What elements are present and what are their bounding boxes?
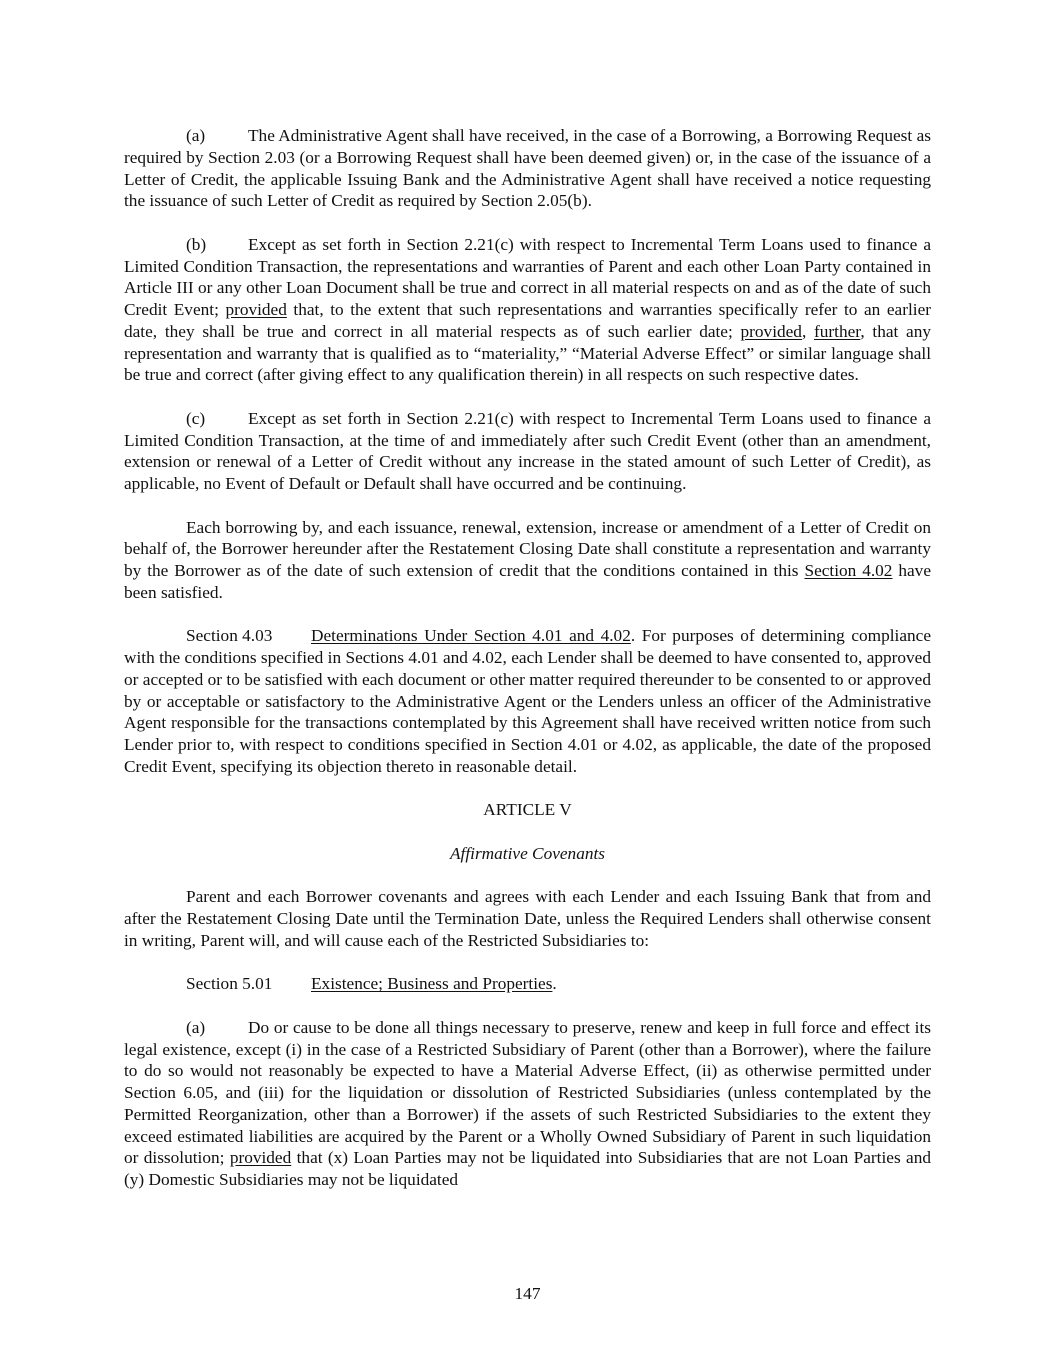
defined-term: further: [814, 321, 861, 341]
paragraph-c: [124, 408, 931, 495]
clause-text: Each borrowing by, and each issuance, renewal, extension, increase or amendment of a Letter of Credit on behalf of, the Borrower hereunder after the Restatement Closing Date shall constitute a representation and warranty by the Borrower as of the date of such extension of credit that the conditions contained in this: [124, 517, 931, 580]
defined-term: provided: [740, 321, 802, 341]
section-reference: Section 4.02: [804, 561, 893, 580]
paragraph-each-borrowing: [124, 517, 931, 604]
clause-text: The Administrative Agent shall have received, in the case of a Borrowing, a Borrowing Request as required by Section 2.03 (or a Borrowing Request shall have been deemed given) or, in the case of the issuance of a Letter of Credit, the applicable Issuing Bank and the Administrative Agent shall have received a notice requesting the issuance of such Letter of Credit as required by Section 2.05(b).: [124, 126, 931, 211]
paragraph-b: [124, 234, 931, 386]
clause-text: ,: [801, 321, 815, 341]
defined-term: provided: [229, 1148, 292, 1168]
clause-text: have been satisfied.: [124, 561, 931, 602]
article-title: Affirmative Covenants: [449, 843, 606, 863]
clause-text: that, to the extent that such representations and warranties specifically refer to an earlier date, they shall be true and correct in all material respects as of such earlier date;: [124, 300, 931, 341]
clause-text: Do or cause to be done all things necessary to preserve, renew and keep in full force and effect its legal existence, except (i) in the case of a Restricted Subsidiary of Parent (other than a Borrower), where the failure to do so would not reasonably be expected to have a Material Adverse Effect, (ii) as otherwise permitted under Section 6.05, and (iii) for the liquidation or dissolution of Restricted Subsidiaries (unless contemplated by the Permitted Reorganization, other than a Borrower) if the assets of such Restricted Subsidiaries to the extent they exceed estimated liabilities are acquired by the Parent or a Wholly Owned Subsidiary of Parent in such liquidation or dissolution;: [124, 1017, 931, 1168]
clause-text: , that any representation and warranty that is qualified as to “materiality,” “Material Adverse Effect” or similar language shall be true and correct (after giving effect to any qualification therein) in all respects on such respective dates.: [124, 321, 932, 385]
section-label: Section 4.03: [186, 626, 273, 646]
article-heading: ARTICLE V: [483, 800, 572, 820]
section-label: Section 5.01: [186, 974, 273, 994]
clause-text: . For purposes of determining compliance with the conditions specified in Sections 4.01 and 4.02, each Lender shall be deemed to have consented to, approved or accepted or to be satisfied with each document or other matter required thereunder to be consented to or approved by or acceptable or satisfactory to the Administrative Agent or the Lenders unless an officer of the Administrative Agent responsible for the transactions contemplated by this Agreement shall have received written notice from such Lender prior to, with respect to conditions specified in Section 4.01 or 4.02, as applicable, the date of the proposed Credit Event, specifying its objection thereto in reasonable detail.: [124, 626, 931, 776]
clause-label: (a): [186, 1017, 206, 1037]
defined-term: provided: [225, 300, 287, 319]
clause-label: (b): [186, 234, 207, 254]
clause-text: Except as set forth in Section 2.21(c) with respect to Incremental Term Loans used to finance a Limited Condition Transaction, at the time of and immediately after such Credit Event (other than an amendment, extension or renewal of a Letter of Credit without any increase in the stated amount of such Letter of Credit), as applicable, no Event of Default or Default shall have occurred and be continuing.: [124, 408, 931, 493]
paragraph-intro: Parent and each Borrower covenants and agrees with each Lender and each Issuing Bank that from and after the Restatement Closing Date until the Termination Date, unless the Required Lenders shall otherwise consent in writing, Parent will, and will cause each of the Restricted Subsidiaries to:: [124, 887, 931, 950]
section-5-01-heading: [124, 973, 931, 995]
clause-label: (c): [186, 408, 206, 428]
paragraph-a: [124, 125, 931, 212]
clause-text: Except as set forth in Section 2.21(c) with respect to Incremental Term Loans used to finance a Limited Condition Transaction, the representations and warranties of Parent and each other Loan Party contained in Article III or any other Loan Document shall be true and correct in all material respects on and as of the date of such Credit Event;: [124, 234, 931, 319]
section-title: Existence; Business and Properties: [311, 974, 553, 994]
section-title: Determinations Under Section 4.01 and 4.02: [311, 626, 631, 646]
section-4-03: [124, 625, 931, 777]
page-number: 147: [514, 1284, 541, 1303]
paragraph-5-01-a: [124, 1017, 931, 1191]
clause-text: that (x) Loan Parties may not be liquidated into Subsidiaries that are not Loan Parties and (y) Domestic Subsidiaries may not be liquidated: [124, 1148, 932, 1189]
clause-label: (a): [186, 126, 206, 145]
section-title-end: .: [552, 974, 557, 994]
document-page: [124, 125, 931, 1213]
